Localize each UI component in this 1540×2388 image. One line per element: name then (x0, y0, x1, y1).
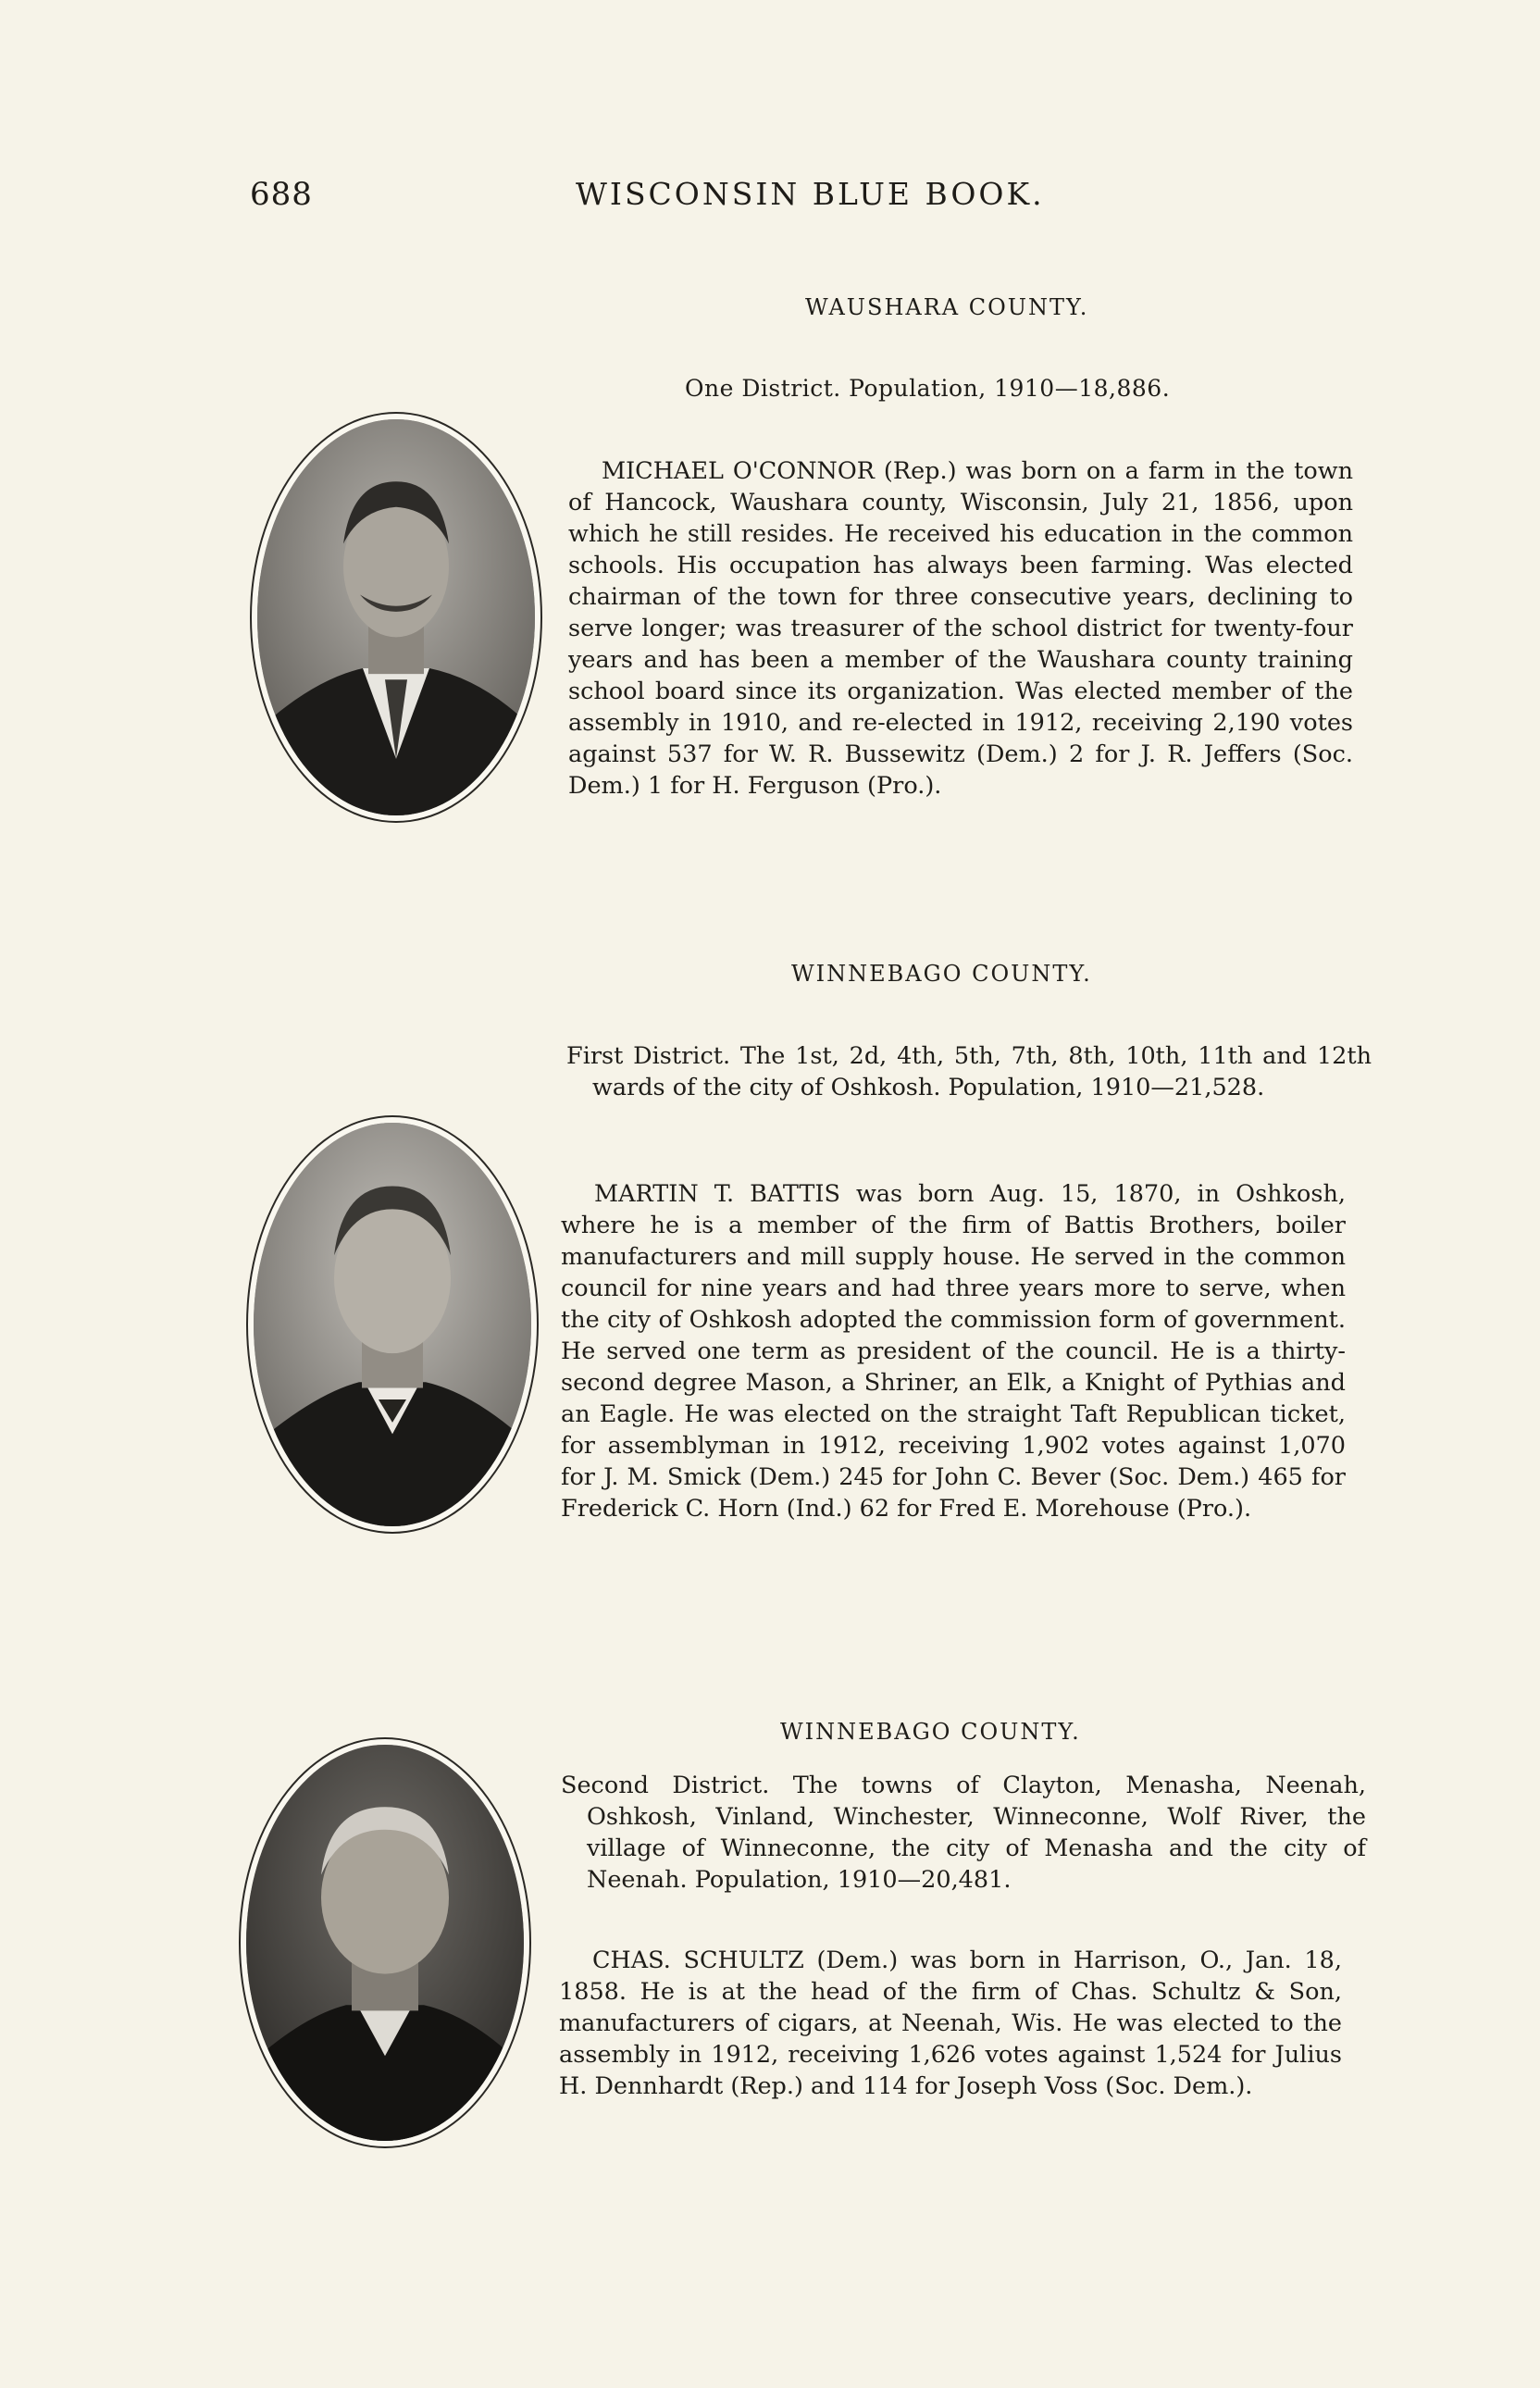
portrait-michael-oconnor (250, 412, 542, 823)
running-header-title: WISCONSIN BLUE BOOK. (576, 176, 1045, 212)
bio-chas-schultz: CHAS. SCHULTZ (Dem.) was born in Harrison, O., Jan. 18, 1858. He is at the head of the firm of Chas. Schultz & Son, manufacturers of cigars, at Neenah, Wis. He was elected to the assembly in 1912, receiving 1,626 votes against 1,524 for Julius H. Dennhardt (Rep.) and 114 for Joseph Voss (Soc. Dem.). (559, 1946, 1342, 2100)
portrait-photo (246, 1745, 524, 2141)
portrait-photo (254, 1123, 531, 1526)
district-line-winnebago-1: First District. The 1st, 2d, 4th, 5th, 7th, 8th, 10th, 11th and 12th wards of the city of Oshkosh. Population, 1910—21,528. (566, 1042, 1372, 1101)
page-number: 688 (250, 176, 313, 213)
portrait-martin-battis (246, 1115, 539, 1534)
portrait-photo (257, 419, 535, 815)
bio-martin-battis: MARTIN T. BATTIS was born Aug. 15, 1870, in Oshkosh, where he is a member of the firm of Battis Brothers, boiler manufacturers and mill supply house. He served in the common council for nine years and had three years more to serve, when the city of Oshkosh adopted the commission form of government. He served one term as president of the council. He is a thirty-second degree Mason, a Shriner, an Elk, a Knight of Pythias and an Eagle. He was elected on the straight Taft Republican ticket, for assemblyman in 1912, receiving 1,902 votes against 1,070 for J. M. Smick (Dem.) 245 for John C. Bever (Soc. Dem.) 465 for Frederick C. Horn (Ind.) 62 for Fred E. Morehouse (Pro.). (561, 1180, 1346, 1523)
county-heading-winnebago-2: WINNEBAGO COUNTY. (780, 1719, 1081, 1745)
county-heading-waushara: WAUSHARA COUNTY. (805, 294, 1089, 320)
district-line-waushara: One District. Population, 1910—18,886. (685, 375, 1171, 402)
county-heading-winnebago-1: WINNEBAGO COUNTY. (791, 961, 1092, 987)
bio-michael-oconnor: MICHAEL O'CONNOR (Rep.) was born on a farm in the town of Hancock, Waushara county, Wisconsin, July 21, 1856, upon which he still resides. He received his education in the common schools. His occupation has always been farming. Was elected chairman of the town for three consecutive years, declining to serve longer; was treasurer of the school district for twenty-four years and has been a member of the Waushara county training school board since its organization. Was elected member of the assembly in 1910, and re-elected in 1912, receiving 2,190 votes against 537 for W. R. Bussewitz (Dem.) 2 for J. R. Jeffers (Soc. Dem.) 1 for H. Ferguson (Pro.). (568, 457, 1353, 800)
district-line-winnebago-2: Second District. The towns of Clayton, Menasha, Neenah, Oshkosh, Vinland, Winchester, Winneconne, Wolf River, the village of Winneconne, the city of Menasha and the city of Neenah. Population, 1910—20,481. (561, 1772, 1366, 1894)
portrait-chas-schultz (239, 1737, 531, 2148)
